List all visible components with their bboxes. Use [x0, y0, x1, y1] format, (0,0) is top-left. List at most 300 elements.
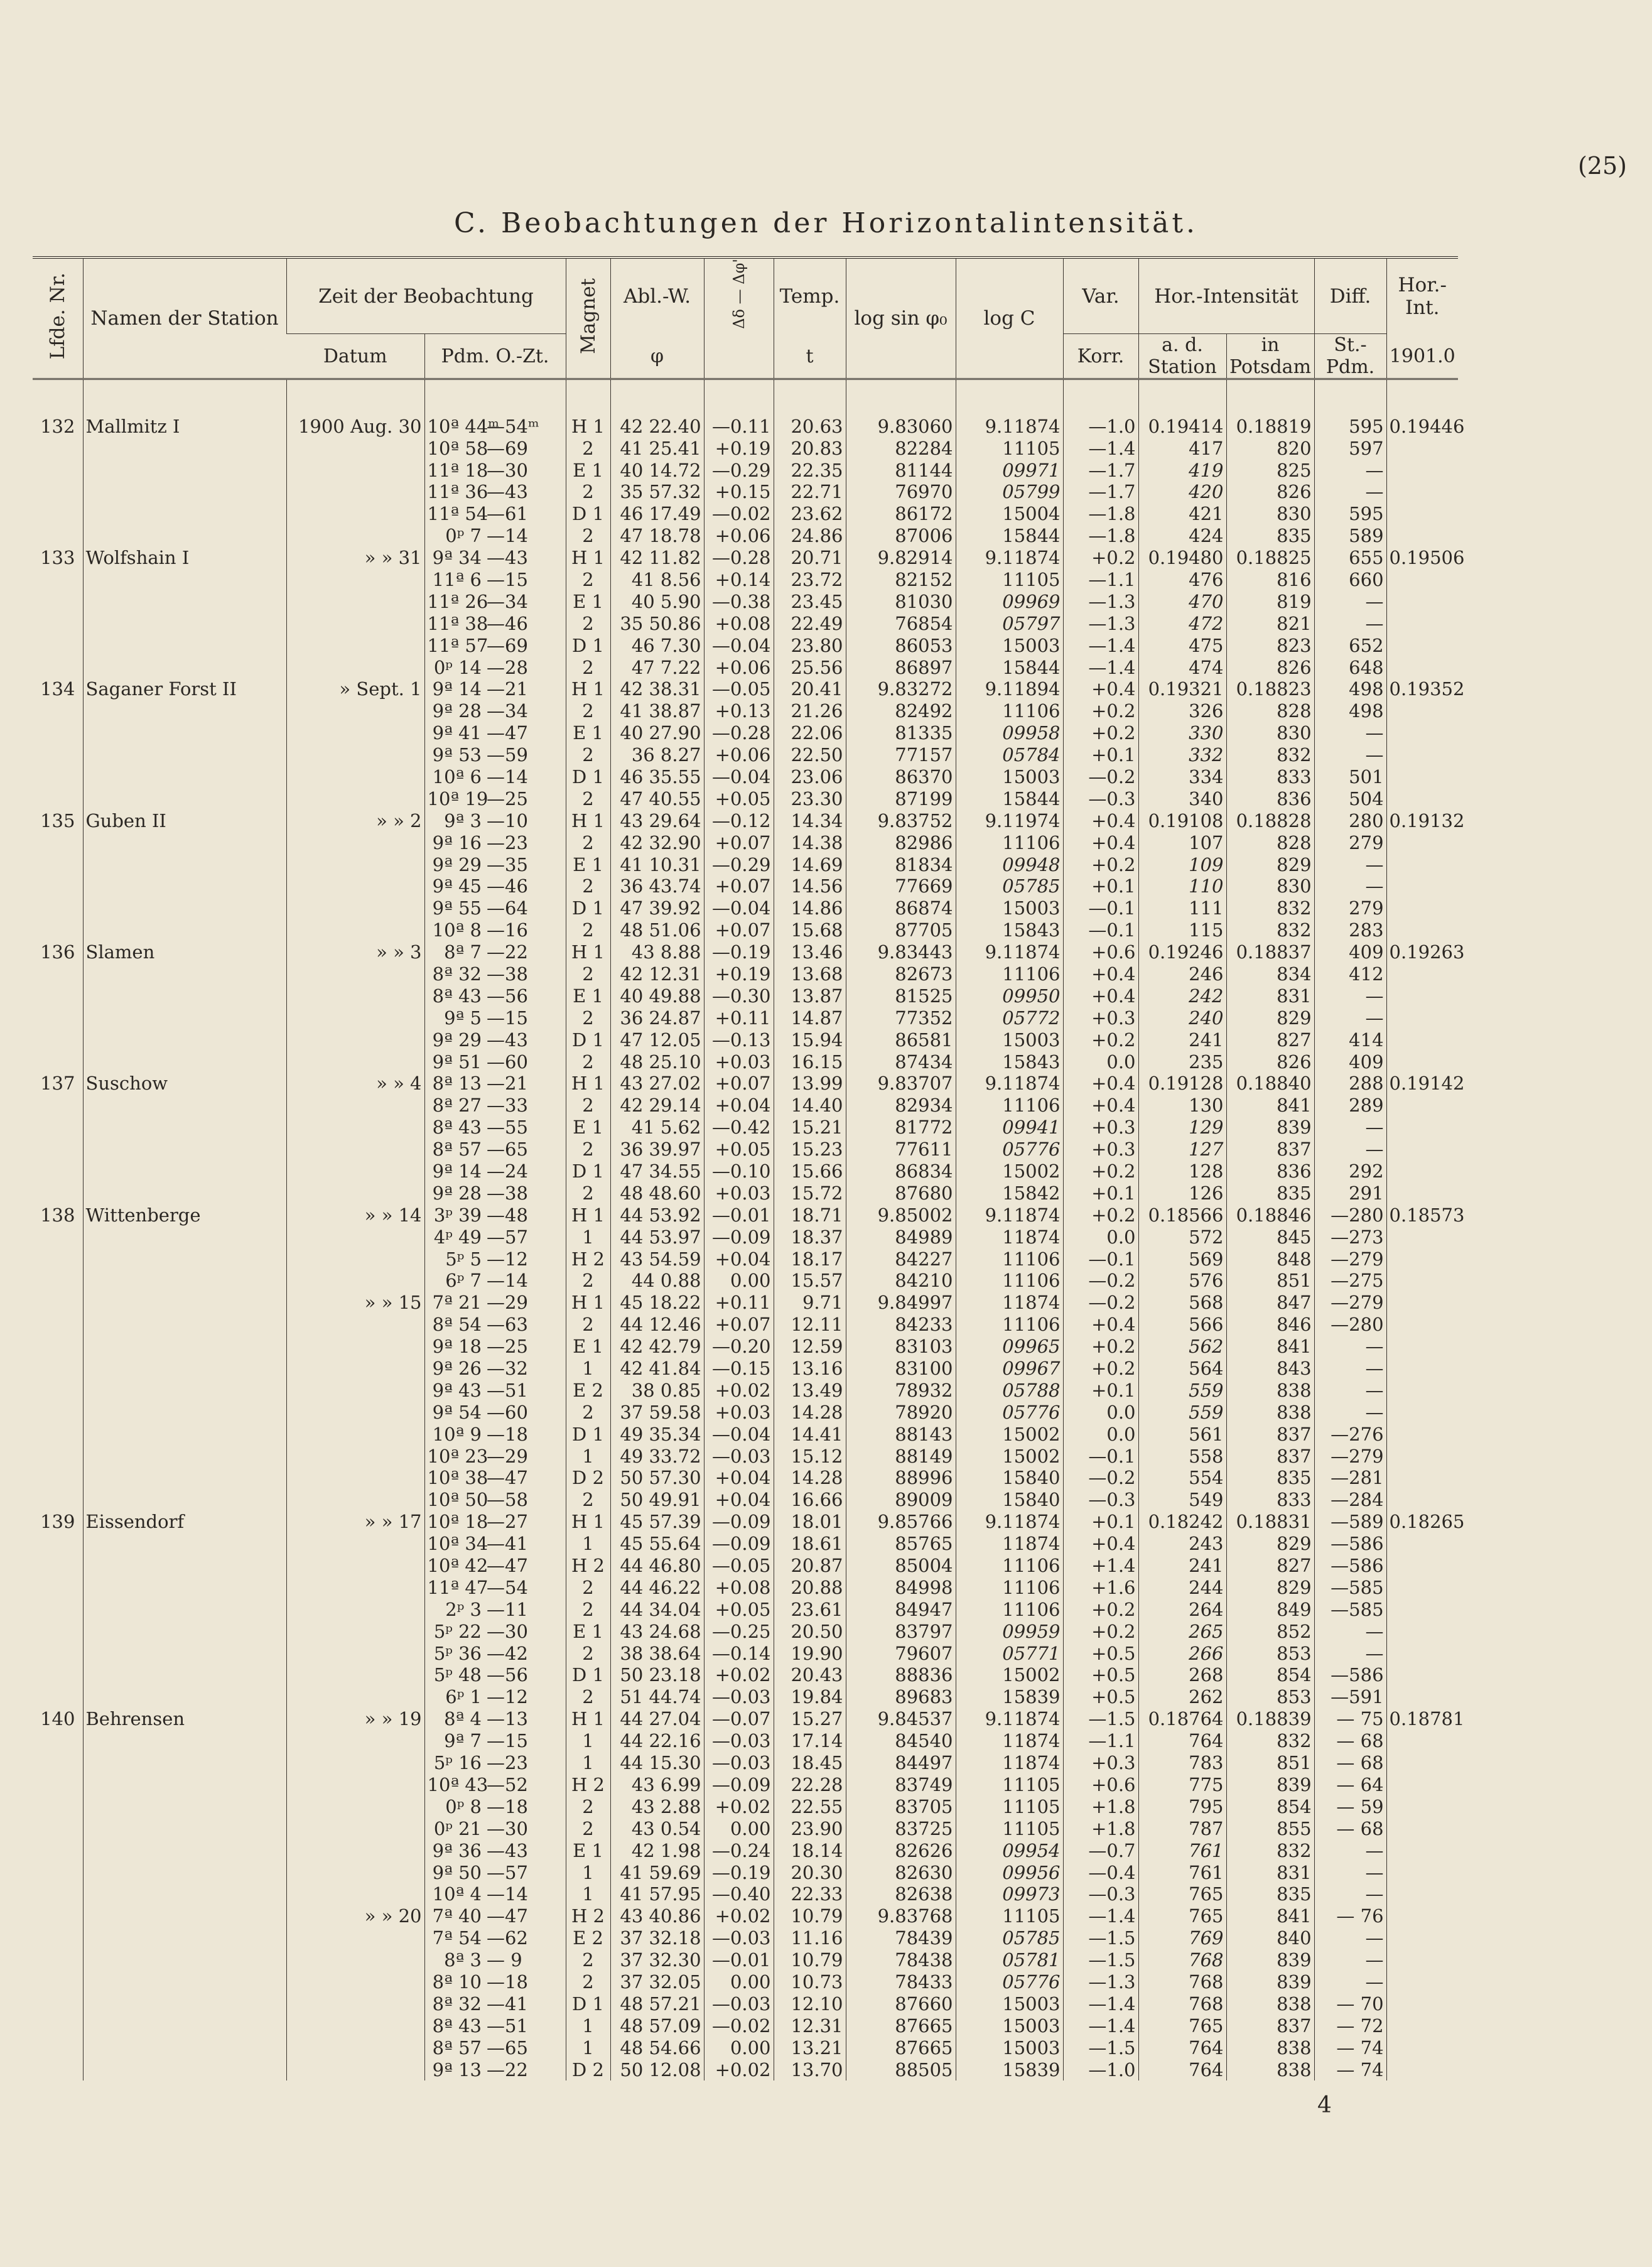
- table-cell: 830: [1226, 722, 1314, 744]
- table-cell: 15.23: [774, 1139, 846, 1161]
- table-cell: 21.26: [774, 700, 846, 722]
- table-cell: [286, 1752, 424, 1774]
- table-cell: +0.1: [1063, 1511, 1138, 1533]
- table-cell: 38 38.64: [610, 1642, 704, 1664]
- table-cell: 1: [566, 1358, 610, 1380]
- table-cell: 11874: [956, 1292, 1063, 1314]
- table-cell: +0.04: [704, 1467, 774, 1489]
- table-cell: 09971: [956, 459, 1063, 481]
- table-cell: [286, 963, 424, 985]
- table-cell: 2: [566, 437, 610, 459]
- table-cell: 139: [40, 1511, 75, 1533]
- table-cell: [33, 1270, 83, 1292]
- table-cell: [33, 2059, 83, 2080]
- table-cell: D 2: [566, 2059, 610, 2080]
- table-cell: 10.79: [774, 1905, 846, 1927]
- table-cell: +0.08: [704, 612, 774, 634]
- table-cell: [1386, 831, 1458, 853]
- table-cell: [33, 503, 83, 525]
- table-cell: 15844: [956, 525, 1063, 547]
- table-cell: 0.0: [1063, 1401, 1138, 1423]
- table-cell: 14.28: [774, 1401, 846, 1423]
- table-cell: [33, 1007, 83, 1029]
- table-cell: [286, 787, 424, 809]
- table-cell: 43 6.99: [610, 1774, 704, 1796]
- table-cell: 10.79: [774, 1949, 846, 1971]
- table-cell: 655: [1314, 547, 1386, 569]
- table-cell: [1386, 1139, 1458, 1161]
- table-cell: 09967: [956, 1358, 1063, 1380]
- table-cell: 11105: [956, 1795, 1063, 1817]
- table-cell: [83, 1971, 286, 1993]
- table-cell: [83, 1839, 286, 1861]
- header-year: 1901.0: [1386, 334, 1458, 379]
- table-cell: —11: [487, 1598, 528, 1620]
- table-cell: 05776: [956, 1401, 1063, 1423]
- table-cell: H 1: [566, 379, 610, 437]
- table-cell: 15003: [956, 897, 1063, 919]
- table-cell: 8ª 43: [424, 2015, 484, 2037]
- table-row: [33, 1971, 1458, 1993]
- table-cell: 9.11874: [956, 941, 1063, 963]
- table-cell: [83, 1182, 286, 1204]
- table-cell: 15.27: [774, 1708, 846, 1730]
- table-row: [33, 1795, 1458, 1817]
- table-cell: 832: [1226, 919, 1314, 941]
- table-cell: +0.2: [1063, 722, 1138, 744]
- table-cell: [83, 481, 286, 503]
- table-cell: 78932: [846, 1379, 956, 1401]
- table-cell: —0.09: [704, 1511, 774, 1533]
- table-row: [33, 1511, 1458, 1533]
- table-cell: 2: [566, 1489, 610, 1511]
- table-cell: 562: [1138, 1336, 1226, 1358]
- table-cell: —: [1314, 1620, 1386, 1642]
- table-cell: 595: [1314, 379, 1386, 437]
- table-cell: —585: [1314, 1598, 1386, 1620]
- table-cell: [83, 1358, 286, 1380]
- table-cell: 85765: [846, 1533, 956, 1555]
- table-cell: H 1: [566, 1204, 610, 1226]
- table-cell: —276: [1314, 1423, 1386, 1445]
- table-cell: +0.07: [704, 919, 774, 941]
- table-row: [33, 1555, 1458, 1577]
- table-cell: 246: [1138, 963, 1226, 985]
- table-cell: [1386, 1971, 1458, 1993]
- table-cell: [1386, 1401, 1458, 1423]
- table-cell: [83, 1423, 286, 1445]
- table-cell: 835: [1226, 1182, 1314, 1204]
- table-cell: —0.04: [704, 766, 774, 788]
- table-cell: [286, 875, 424, 897]
- table-cell: [33, 1883, 83, 1905]
- table-cell: 417: [1138, 437, 1226, 459]
- table-cell: —47: [487, 1905, 528, 1927]
- table-cell: 826: [1226, 481, 1314, 503]
- table-row: [33, 1423, 1458, 1445]
- table-cell: 849: [1226, 1598, 1314, 1620]
- table-cell: 86874: [846, 897, 956, 919]
- table-cell: —: [1314, 1883, 1386, 1905]
- table-cell: [33, 722, 83, 744]
- table-cell: —0.12: [704, 809, 774, 831]
- table-cell: 18.61: [774, 1533, 846, 1555]
- table-cell: [33, 1839, 83, 1861]
- table-cell: 81030: [846, 590, 956, 612]
- table-cell: 14.38: [774, 831, 846, 853]
- table-cell: E 1: [566, 1620, 610, 1642]
- table-cell: —1.7: [1063, 481, 1138, 503]
- table-cell: [1386, 1226, 1458, 1248]
- table-cell: [83, 1226, 286, 1248]
- table-cell: [286, 1182, 424, 1204]
- table-cell: +0.06: [704, 656, 774, 678]
- table-cell: [33, 897, 83, 919]
- table-cell: [286, 1401, 424, 1423]
- table-cell: 83797: [846, 1620, 956, 1642]
- table-cell: 22.50: [774, 744, 846, 766]
- table-cell: —586: [1314, 1664, 1386, 1686]
- table-cell: 87006: [846, 525, 956, 547]
- table-cell: —0.3: [1063, 1489, 1138, 1511]
- table-cell: 84540: [846, 1730, 956, 1752]
- table-cell: 44 15.30: [610, 1752, 704, 1774]
- table-cell: 9.11874: [956, 1073, 1063, 1095]
- table-cell: [83, 1270, 286, 1292]
- table-cell: —: [1314, 590, 1386, 612]
- table-cell: 05776: [956, 1139, 1063, 1161]
- table-cell: —38: [487, 963, 528, 985]
- table-cell: 11.16: [774, 1927, 846, 1949]
- table-cell: 36 39.97: [610, 1139, 704, 1161]
- table-cell: [286, 525, 424, 547]
- table-cell: —41: [487, 1993, 528, 2015]
- table-cell: 48 48.60: [610, 1182, 704, 1204]
- table-cell: —1.7: [1063, 459, 1138, 481]
- table-cell: [33, 1949, 83, 1971]
- table-cell: —0.7: [1063, 1839, 1138, 1861]
- table-cell: [286, 919, 424, 941]
- table-cell: [286, 656, 424, 678]
- table-cell: 0.19506: [1386, 547, 1458, 569]
- observations-table: [33, 256, 1465, 2080]
- table-cell: +0.4: [1063, 1314, 1138, 1336]
- table-cell: —585: [1314, 1576, 1386, 1598]
- table-cell: 8ª 27: [424, 1095, 484, 1117]
- table-cell: 40 5.90: [610, 590, 704, 612]
- table-cell: —0.28: [704, 547, 774, 569]
- table-cell: —30: [487, 1817, 528, 1839]
- table-cell: 44 22.16: [610, 1730, 704, 1752]
- table-cell: 0.18828: [1226, 809, 1314, 831]
- table-cell: 41 5.62: [610, 1117, 704, 1139]
- table-cell: 18.01: [774, 1511, 846, 1533]
- table-row: [33, 1883, 1458, 1905]
- table-cell: —0.20: [704, 1336, 774, 1358]
- table-cell: 15003: [956, 766, 1063, 788]
- table-cell: 42 12.31: [610, 963, 704, 985]
- table-cell: [33, 1576, 83, 1598]
- table-cell: 11874: [956, 1226, 1063, 1248]
- table-cell: [1386, 985, 1458, 1007]
- table-cell: [83, 634, 286, 656]
- table-cell: +0.4: [1063, 1073, 1138, 1095]
- table-cell: 18.71: [774, 1204, 846, 1226]
- table-cell: +0.13: [704, 700, 774, 722]
- table-cell: [83, 1642, 286, 1664]
- table-cell: [33, 1686, 83, 1708]
- table-cell: 48 57.21: [610, 1993, 704, 2015]
- table-cell: +0.14: [704, 569, 774, 591]
- table-cell: —65: [487, 1139, 528, 1161]
- table-cell: 9.71: [774, 1292, 846, 1314]
- table-cell: 18.37: [774, 1226, 846, 1248]
- table-cell: 2: [566, 569, 610, 591]
- table-cell: —64: [487, 897, 528, 919]
- table-cell: 9.11894: [956, 678, 1063, 700]
- table-cell: 9ª 18: [424, 1336, 484, 1358]
- table-cell: —24: [487, 1161, 528, 1182]
- table-cell: —25: [487, 787, 528, 809]
- table-row: [33, 1730, 1458, 1752]
- table-cell: 765: [1138, 1883, 1226, 1905]
- table-cell: 15.94: [774, 1029, 846, 1051]
- table-cell: 77352: [846, 1007, 956, 1029]
- table-row: [33, 481, 1458, 503]
- table-cell: [33, 590, 83, 612]
- table-cell: 84497: [846, 1752, 956, 1774]
- table-cell: [33, 1642, 83, 1664]
- table-cell: [1386, 1927, 1458, 1949]
- table-cell: 47 18.78: [610, 525, 704, 547]
- header-diff: Diff.: [1314, 257, 1386, 334]
- table-cell: [286, 1730, 424, 1752]
- table-cell: 22.33: [774, 1883, 846, 1905]
- table-cell: 851: [1226, 1752, 1314, 1774]
- table-cell: —14: [487, 1270, 528, 1292]
- table-cell: —: [1314, 1642, 1386, 1664]
- table-cell: 46 35.55: [610, 766, 704, 788]
- table-row: [33, 787, 1458, 809]
- table-cell: » » 3: [286, 941, 424, 963]
- table-cell: —0.25: [704, 1620, 774, 1642]
- table-row: [33, 963, 1458, 985]
- table-cell: [1386, 1161, 1458, 1182]
- table-cell: [1386, 2059, 1458, 2080]
- table-cell: 9.11874: [956, 1204, 1063, 1226]
- table-cell: 41 8.56: [610, 569, 704, 591]
- table-row: [33, 1533, 1458, 1555]
- table-cell: 2: [566, 1971, 610, 1993]
- table-cell: 15002: [956, 1161, 1063, 1182]
- table-cell: 279: [1314, 831, 1386, 853]
- header-delta: Δδ — Δφ': [704, 257, 774, 334]
- table-cell: +0.5: [1063, 1642, 1138, 1664]
- table-cell: [286, 1861, 424, 1883]
- table-row: [33, 1861, 1458, 1883]
- table-cell: 419: [1138, 459, 1226, 481]
- table-cell: 20.30: [774, 1861, 846, 1883]
- table-cell: [286, 1533, 424, 1555]
- table-cell: [83, 1467, 286, 1489]
- table-cell: [33, 831, 83, 853]
- table-cell: [286, 1161, 424, 1182]
- table-cell: +0.2: [1063, 547, 1138, 569]
- table-cell: 109: [1138, 853, 1226, 875]
- table-cell: 10ª 18: [424, 1511, 484, 1533]
- table-cell: 81335: [846, 722, 956, 744]
- table-row: [33, 1664, 1458, 1686]
- table-row: [33, 1139, 1458, 1161]
- table-cell: —0.2: [1063, 1270, 1138, 1292]
- table-cell: +0.4: [1063, 1095, 1138, 1117]
- table-cell: +0.1: [1063, 1379, 1138, 1401]
- table-cell: [33, 1401, 83, 1423]
- table-cell: 289: [1314, 1095, 1386, 1117]
- table-cell: 768: [1138, 1971, 1226, 1993]
- table-cell: 83100: [846, 1358, 956, 1380]
- table-cell: —14: [487, 766, 528, 787]
- table-cell: 854: [1226, 1664, 1314, 1686]
- table-cell: 38 0.85: [610, 1379, 704, 1401]
- table-cell: 0.00: [704, 1270, 774, 1292]
- table-cell: 9.83752: [846, 809, 956, 831]
- table-cell: [83, 2015, 286, 2037]
- table-cell: 851: [1226, 1270, 1314, 1292]
- table-cell: —0.29: [704, 853, 774, 875]
- table-cell: —0.24: [704, 1839, 774, 1861]
- table-cell: —29: [487, 1292, 528, 1314]
- table-cell: 5ᵖ 36: [424, 1642, 484, 1664]
- table-cell: 660: [1314, 569, 1386, 591]
- table-cell: 82630: [846, 1861, 956, 1883]
- table-cell: 37 32.18: [610, 1927, 704, 1949]
- table-cell: —10: [487, 809, 528, 831]
- table-cell: 9.83768: [846, 1905, 956, 1927]
- table-cell: —47: [487, 722, 528, 744]
- table-cell: —0.03: [704, 1686, 774, 1708]
- table-cell: [33, 2015, 83, 2037]
- table-cell: —0.13: [704, 1029, 774, 1051]
- table-cell: +0.5: [1063, 1664, 1138, 1686]
- table-cell: 09941: [956, 1117, 1063, 1139]
- table-cell: 137: [40, 1073, 75, 1095]
- table-cell: 11106: [956, 1248, 1063, 1270]
- table-cell: 37 59.58: [610, 1401, 704, 1423]
- table-cell: —16: [487, 919, 528, 941]
- table-cell: [33, 1905, 83, 1927]
- table-cell: [33, 1379, 83, 1401]
- table-cell: 11105: [956, 437, 1063, 459]
- table-cell: 648: [1314, 656, 1386, 678]
- table-cell: 836: [1226, 1161, 1314, 1182]
- table-cell: —63: [487, 1314, 528, 1336]
- table-cell: 8ª 32: [424, 963, 484, 985]
- table-cell: 8ª 57: [424, 1139, 484, 1161]
- table-cell: [286, 1467, 424, 1489]
- table-cell: 15003: [956, 2037, 1063, 2059]
- table-cell: 0.18825: [1226, 547, 1314, 569]
- table-row: [33, 809, 1458, 831]
- table-cell: 9.85766: [846, 1511, 956, 1533]
- table-cell: 0.19263: [1386, 941, 1458, 963]
- table-cell: 9ª 5: [424, 1007, 484, 1029]
- table-cell: 0.18840: [1226, 1073, 1314, 1095]
- table-cell: 764: [1138, 2037, 1226, 2059]
- table-cell: 09969: [956, 590, 1063, 612]
- table-cell: 827: [1226, 1555, 1314, 1577]
- table-cell: 14.56: [774, 875, 846, 897]
- table-cell: [33, 1489, 83, 1511]
- table-cell: 9ª 28: [424, 700, 484, 722]
- table-cell: 136: [40, 941, 75, 963]
- table-cell: —25: [487, 1336, 528, 1358]
- table-cell: —0.02: [704, 2015, 774, 2037]
- table-cell: 853: [1226, 1686, 1314, 1708]
- table-cell: —1.3: [1063, 1971, 1138, 1993]
- table-cell: » » 19: [286, 1708, 424, 1730]
- table-cell: [83, 919, 286, 941]
- table-cell: [286, 1795, 424, 1817]
- table-row: [33, 547, 1458, 569]
- table-cell: 832: [1226, 744, 1314, 766]
- table-cell: [1386, 1292, 1458, 1314]
- header-horint2: Hor.-Int.: [1386, 257, 1458, 334]
- table-cell: —1.1: [1063, 1730, 1138, 1752]
- table-cell: 10ª 42: [424, 1555, 484, 1577]
- table-cell: +0.2: [1063, 1204, 1138, 1226]
- table-cell: 559: [1138, 1401, 1226, 1423]
- table-cell: 279: [1314, 897, 1386, 919]
- table-cell: —275: [1314, 1270, 1386, 1292]
- table-cell: +0.2: [1063, 1161, 1138, 1182]
- table-cell: [286, 1993, 424, 2015]
- table-cell: 14.87: [774, 1007, 846, 1029]
- table-cell: 283: [1314, 919, 1386, 941]
- table-cell: 266: [1138, 1642, 1226, 1664]
- table-cell: [83, 1752, 286, 1774]
- table-cell: [83, 963, 286, 985]
- table-cell: 10ª 4: [424, 1883, 484, 1905]
- table-cell: » » 4: [286, 1073, 424, 1095]
- table-cell: 832: [1226, 1730, 1314, 1752]
- table-cell: 334: [1138, 766, 1226, 788]
- table-row: [33, 1204, 1458, 1226]
- table-cell: 87199: [846, 787, 956, 809]
- table-cell: 280: [1314, 809, 1386, 831]
- table-cell: 15839: [956, 1686, 1063, 1708]
- table-cell: 14.69: [774, 853, 846, 875]
- table-cell: —29: [487, 1445, 528, 1467]
- table-cell: +0.05: [704, 787, 774, 809]
- table-cell: [33, 744, 83, 766]
- table-cell: +0.02: [704, 1379, 774, 1401]
- table-cell: —: [1314, 744, 1386, 766]
- table-cell: 15.12: [774, 1445, 846, 1467]
- table-cell: [1386, 1117, 1458, 1139]
- table-cell: 2: [566, 700, 610, 722]
- table-cell: [83, 1795, 286, 1817]
- table-cell: [83, 1664, 286, 1686]
- table-cell: [1386, 481, 1458, 503]
- header-korr: Korr.: [1063, 334, 1138, 379]
- table-cell: —62: [487, 1927, 528, 1949]
- table-cell: 135: [40, 809, 75, 831]
- table-cell: 12.10: [774, 1993, 846, 2015]
- table-cell: 837: [1226, 1139, 1314, 1161]
- table-cell: [83, 1007, 286, 1029]
- table-cell: 88505: [846, 2059, 956, 2080]
